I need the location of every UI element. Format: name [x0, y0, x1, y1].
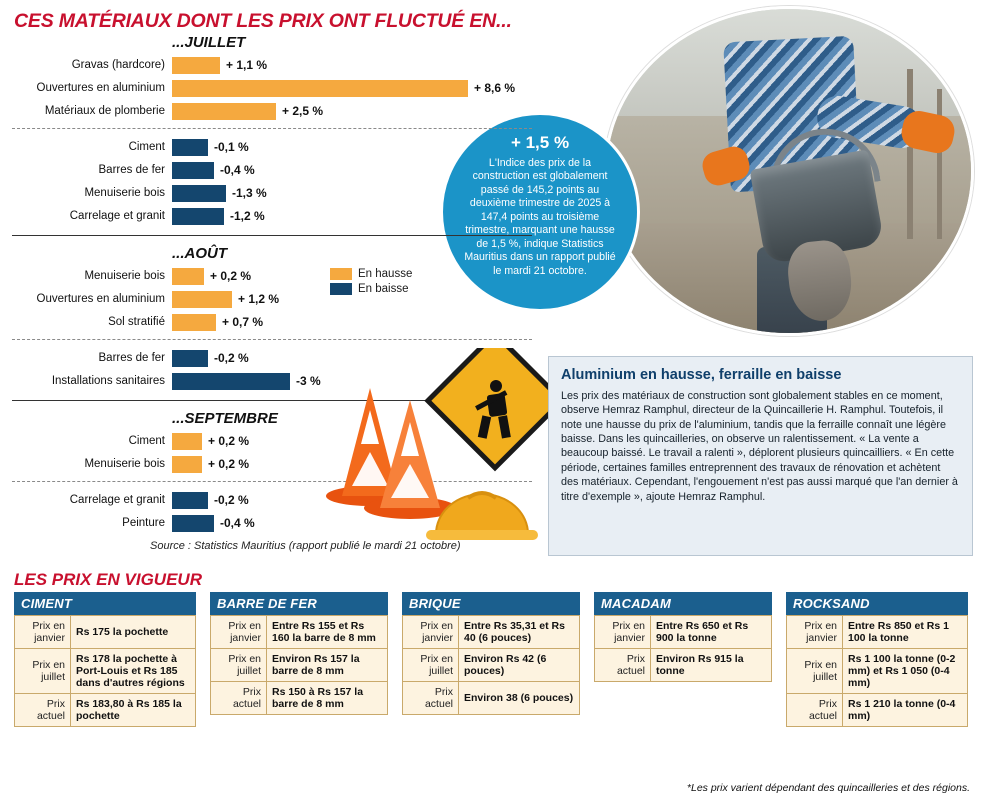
- legend-swatch-down-icon: [330, 283, 352, 295]
- legend-label-down: En baisse: [358, 283, 409, 295]
- divider: [12, 128, 532, 129]
- roadworks-svg-icon: [318, 348, 548, 543]
- row-value: Environ Rs 157 la barre de 8 mm: [267, 649, 388, 682]
- legend-item-down: [330, 283, 412, 295]
- legend-item-up: [330, 268, 412, 280]
- row-value: Entre Rs 650 et Rs 900 la tonne: [651, 616, 772, 649]
- bar-row: [0, 55, 560, 75]
- row-key: Prix en janvier: [211, 616, 267, 649]
- bar-row: [0, 78, 560, 98]
- bar-label: Ciment: [128, 435, 165, 447]
- bar-down: [172, 208, 224, 225]
- legend-label-up: En hausse: [358, 268, 413, 280]
- row-key: Prix en juillet: [403, 649, 459, 682]
- callout-text: L'Indice des prix de la construction est globalement passé de 145,2 points au deuxième trimestre de 2025 à 147,4 points au troisième trimestre, marquant une hausse de 1,5 %, indique Statistics Mauritius dans un rapport publié le mardi 21 octobre.: [464, 157, 616, 277]
- bar-value: + 1,2 %: [238, 292, 280, 306]
- table-row: [595, 649, 772, 682]
- bar-up: [172, 291, 232, 308]
- month-heading-aout: ...AOÛT: [172, 245, 227, 262]
- row-value: Environ 38 (6 pouces): [459, 682, 580, 715]
- bar-label: Carrelage et granit: [69, 210, 165, 222]
- row-value: Entre Rs 35,31 et Rs 40 (6 pouces): [459, 616, 580, 649]
- bar-label: Installations sanitaires: [51, 375, 165, 387]
- bar-value: -0,4 %: [220, 163, 255, 177]
- bar-down: [172, 185, 226, 202]
- safety-helmet-icon: [426, 493, 538, 540]
- bar-label: Matériaux de plomberie: [44, 105, 165, 117]
- row-value: Entre Rs 850 et Rs 1 100 la tonne: [843, 616, 968, 649]
- bar-down: [172, 515, 214, 532]
- month-heading-juillet: ...JUILLET: [172, 34, 246, 51]
- row-value: Rs 1 210 la tonne (0-4 mm): [843, 694, 968, 727]
- warning-sign-icon: [428, 348, 548, 468]
- bar-value: + 0,2 %: [208, 457, 250, 471]
- article-box: [548, 356, 973, 556]
- bar-value: -1,3 %: [232, 186, 267, 200]
- row-value: Rs 178 la pochette à Port-Louis et Rs 185 dans d'autres régions: [71, 649, 196, 694]
- bar-down: [172, 162, 214, 179]
- row-value: Rs 175 la pochette: [71, 616, 196, 649]
- source-note: Source : Statistics Mauritius (rapport publié le mardi 21 octobre): [150, 540, 461, 552]
- row-key: Prix en juillet: [787, 649, 843, 694]
- price-table-ciment: [14, 592, 196, 727]
- bar-row: [0, 160, 560, 180]
- bar-value: + 2,5 %: [282, 104, 324, 118]
- bar-label: Carrelage et granit: [69, 494, 165, 506]
- row-key: Prix actuel: [595, 649, 651, 682]
- table-row: [787, 649, 968, 694]
- section-rule: [12, 235, 532, 236]
- article-title: Aluminium en hausse, ferraille en baisse: [561, 367, 842, 383]
- table-row: [403, 616, 580, 649]
- bar-value: -1,2 %: [230, 209, 265, 223]
- row-key: Prix actuel: [211, 682, 267, 715]
- bar-up: [172, 314, 216, 331]
- table-row: [15, 694, 196, 727]
- bar-label: Ciment: [128, 141, 165, 153]
- row-value: Environ Rs 915 la tonne: [651, 649, 772, 682]
- table-header: MACADAM: [594, 592, 772, 615]
- bar-row: [0, 101, 560, 121]
- bar-label: Barres de fer: [98, 352, 165, 364]
- bar-row: [0, 183, 560, 203]
- photo-rebar: [907, 69, 913, 239]
- row-value: Rs 150 à Rs 157 la barre de 8 mm: [267, 682, 388, 715]
- page-title: CES MATÉRIAUX DONT LES PRIX ONT FLUCTUÉ EN...: [14, 10, 512, 32]
- bar-row: [0, 289, 560, 309]
- bar-label: Gravas (hardcore): [71, 59, 165, 71]
- roadworks-illustration: [318, 348, 548, 543]
- bar-value: -3 %: [296, 374, 321, 388]
- price-table-macadam: [594, 592, 772, 682]
- divider: [12, 339, 532, 340]
- table-row: [15, 649, 196, 694]
- photo-rebar: [937, 89, 942, 239]
- bar-value: -0,1 %: [214, 140, 249, 154]
- price-table-brique: [402, 592, 580, 715]
- table-row: [787, 694, 968, 727]
- table-header: BRIQUE: [402, 592, 580, 615]
- bar-up: [172, 80, 468, 97]
- row-key: Prix actuel: [787, 694, 843, 727]
- bar-row: [0, 206, 560, 226]
- bar-up: [172, 57, 220, 74]
- bar-label: Barres de fer: [98, 164, 165, 176]
- price-table-rocksand: [786, 592, 968, 727]
- bar-label: Menuiserie bois: [84, 270, 165, 282]
- bar-down: [172, 492, 208, 509]
- bar-up: [172, 456, 202, 473]
- bar-value: + 0,2 %: [208, 434, 250, 448]
- bar-value: + 1,1 %: [226, 58, 268, 72]
- bar-down: [172, 373, 290, 390]
- row-key: Prix en janvier: [787, 616, 843, 649]
- bar-up: [172, 268, 204, 285]
- row-key: Prix actuel: [15, 694, 71, 727]
- prices-section-title: LES PRIX EN VIGUEUR: [14, 570, 202, 589]
- table-row: [787, 616, 968, 649]
- bar-label: Sol stratifié: [108, 316, 165, 328]
- row-key: Prix en janvier: [15, 616, 71, 649]
- bar-up: [172, 103, 276, 120]
- table-row: [211, 649, 388, 682]
- chart-legend: [330, 268, 412, 298]
- bar-value: + 8,6 %: [474, 81, 516, 95]
- bar-row: [0, 312, 560, 332]
- row-value: Environ Rs 42 (6 pouces): [459, 649, 580, 682]
- table-row: [403, 682, 580, 715]
- bar-value: -0,4 %: [220, 516, 255, 530]
- bar-value: -0,2 %: [214, 351, 249, 365]
- row-key: Prix en janvier: [403, 616, 459, 649]
- row-key: Prix en juillet: [15, 649, 71, 694]
- table-header: CIMENT: [14, 592, 196, 615]
- legend-swatch-up-icon: [330, 268, 352, 280]
- callout-value: + 1,5 %: [510, 133, 570, 152]
- bar-label: Menuiserie bois: [84, 458, 165, 470]
- row-key: Prix actuel: [403, 682, 459, 715]
- bar-label: Ouvertures en aluminium: [36, 293, 165, 305]
- bar-down: [172, 350, 208, 367]
- row-key: Prix en juillet: [211, 649, 267, 682]
- bar-value: -0,2 %: [214, 493, 249, 507]
- article-body: Les prix des matériaux de construction sont globalement stables en ce moment, observe Hemraz Ramphul, directeur de la Quincaillerie H. Ramphul. Toutefois, il note une hausse du prix de l'aluminium, tandis que la ferraille connaît une légère baisse. Dans les quincailleries, on observe un ralentissement. « La vente a beaucoup baissé. Le travail a ralenti », déplorent plusieurs quincailliers. « En cette période, certaines familles entreprennent des travaux de rénovation et achètent des matériaux. Cependant, l'engouement n'est pas aussi marqué que l'an dernier à titre d'exemple », ajoute Hemraz Ramphul.: [561, 390, 958, 503]
- bar-label: Menuiserie bois: [84, 187, 165, 199]
- table-row: [211, 682, 388, 715]
- bar-value: + 0,2 %: [210, 269, 252, 283]
- table-row: [15, 616, 196, 649]
- prices-footnote: *Les prix varient dépendant des quincailleries et des régions.: [686, 782, 970, 794]
- bar-down: [172, 139, 208, 156]
- construction-photo: [604, 6, 974, 336]
- bar-up: [172, 433, 202, 450]
- row-value: Rs 183,80 à Rs 185 la pochette: [71, 694, 196, 727]
- table-row: [595, 616, 772, 649]
- row-value: Entre Rs 155 et Rs 160 la barre de 8 mm: [267, 616, 388, 649]
- table-header: BARRE DE FER: [210, 592, 388, 615]
- bar-row: [0, 266, 560, 286]
- bar-value: + 0,7 %: [222, 315, 264, 329]
- table-row: [211, 616, 388, 649]
- table-row: [403, 649, 580, 682]
- month-heading-septembre: ...SEPTEMBRE: [172, 410, 278, 427]
- bar-row: [0, 137, 560, 157]
- bar-label: Ouvertures en aluminium: [36, 82, 165, 94]
- row-key: Prix en janvier: [595, 616, 651, 649]
- bar-label: Peinture: [122, 517, 165, 529]
- price-table-barre-de-fer: [210, 592, 388, 715]
- row-value: Rs 1 100 la tonne (0-2 mm) et Rs 1 050 (0-4 mm): [843, 649, 968, 694]
- table-header: ROCKSAND: [786, 592, 968, 615]
